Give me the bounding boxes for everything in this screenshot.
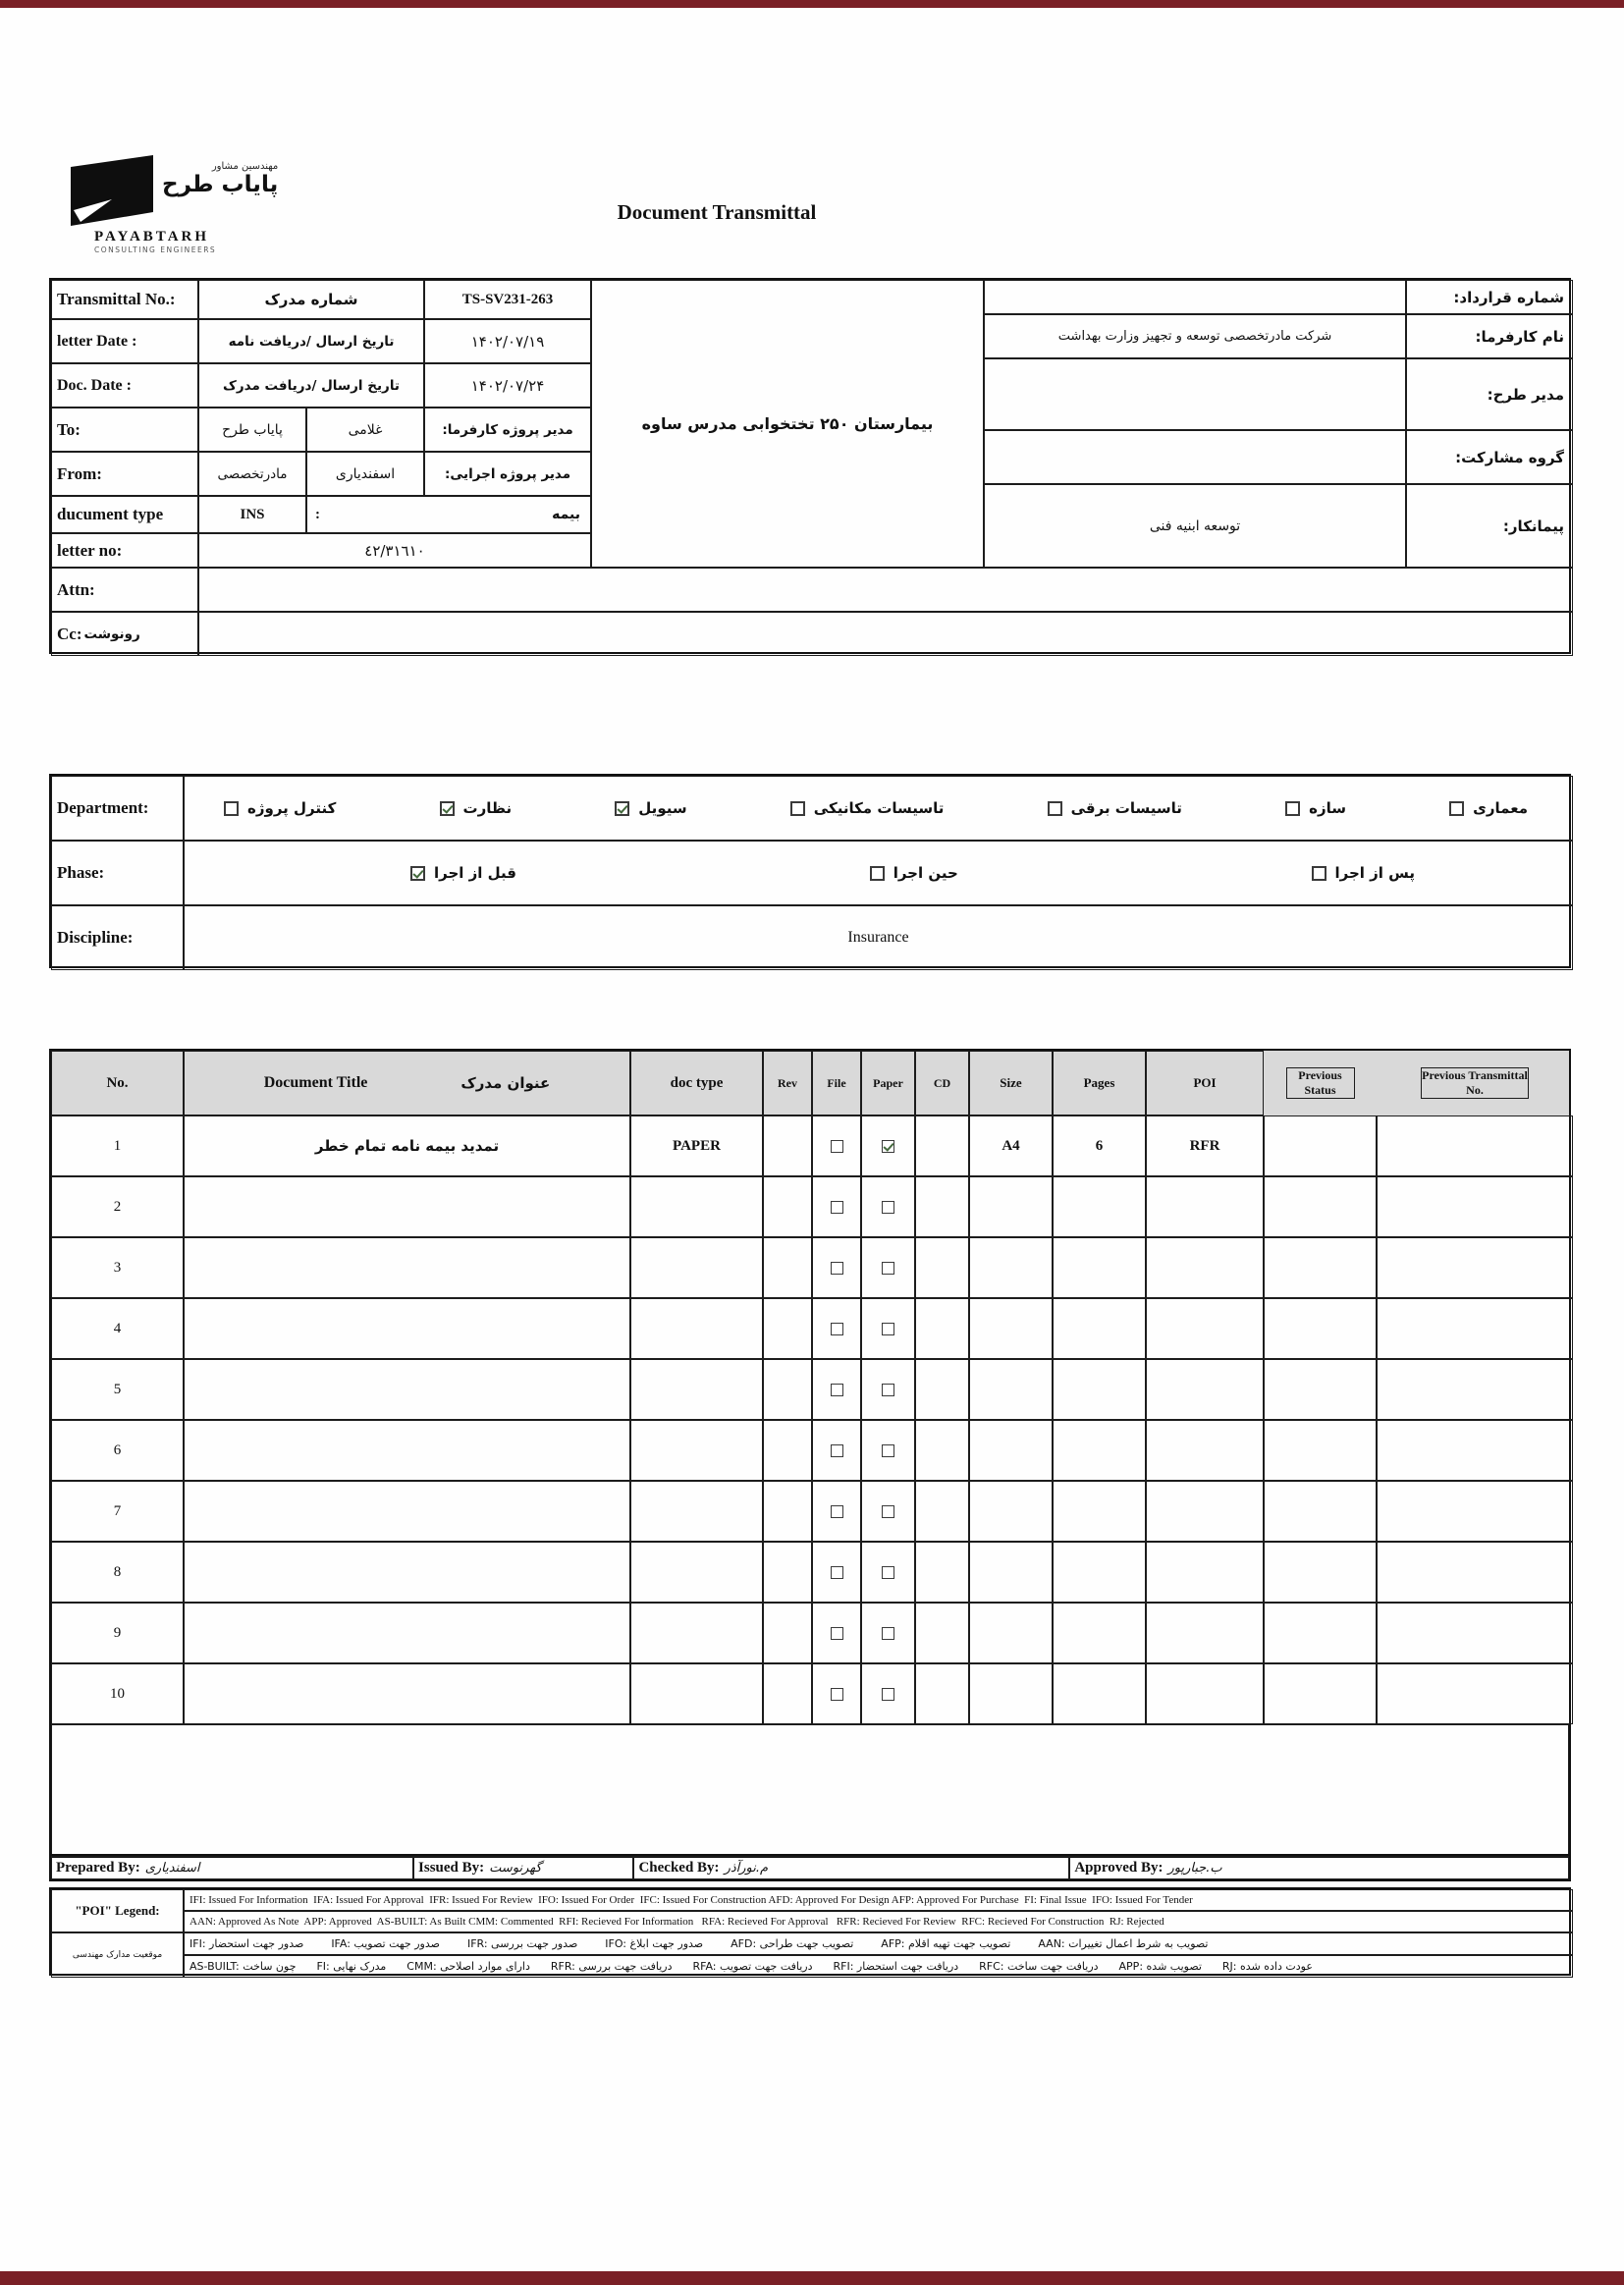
info-table <box>49 278 1571 654</box>
row-title <box>184 1663 630 1724</box>
row-size <box>969 1237 1053 1298</box>
table-row <box>51 1663 1569 1724</box>
row-prev-status <box>1264 1420 1377 1481</box>
file-checkbox[interactable] <box>831 1140 843 1153</box>
phase-options <box>184 841 1573 905</box>
department-option[interactable] <box>1285 799 1346 817</box>
department-options <box>184 776 1573 841</box>
row-poi <box>1146 1359 1264 1420</box>
top-accent-bar <box>0 0 1624 8</box>
paper-checkbox[interactable] <box>882 1140 894 1153</box>
department-option[interactable] <box>1048 799 1182 817</box>
poi-legend-en-line2: AAN: Approved As Note APP: Approved AS-BUILT: As Built CMM: Commented RFI: Recieved For Information RFA: Recieved For Approval RFR: Recieved For Review RFC: Recieved For Construction RJ: Rejected <box>184 1911 1573 1932</box>
row-title: تمدید بیمه نامه تمام خطر <box>184 1115 630 1176</box>
poi-legend <box>49 1887 1571 1976</box>
row-poi <box>1146 1481 1264 1542</box>
documents-table-body <box>51 1115 1569 1724</box>
row-prev-transmittal <box>1377 1542 1573 1603</box>
department-option-label: تاسیسات مکانیکی <box>813 799 945 817</box>
col-size-header: Size <box>969 1051 1053 1115</box>
cc-label: Cc: <box>57 624 82 643</box>
department-checkbox[interactable] <box>790 801 805 816</box>
row-cd <box>915 1237 969 1298</box>
department-checkbox[interactable] <box>224 801 239 816</box>
attn-label: Attn: <box>51 568 198 612</box>
phase-option-label: قبل از اجرا <box>434 864 516 882</box>
department-option[interactable] <box>790 799 945 817</box>
col-file-header: File <box>812 1051 861 1115</box>
row-cd <box>915 1420 969 1481</box>
row-poi <box>1146 1420 1264 1481</box>
row-paper <box>861 1420 915 1481</box>
row-cd <box>915 1298 969 1359</box>
phase-option[interactable] <box>870 864 958 882</box>
row-prev-status <box>1264 1542 1377 1603</box>
file-checkbox[interactable] <box>831 1566 843 1579</box>
row-no: 7 <box>51 1481 184 1542</box>
row-prev-status <box>1264 1115 1377 1176</box>
checked-by-cell <box>633 1856 1069 1879</box>
row-file <box>812 1237 861 1298</box>
row-size: A4 <box>969 1115 1053 1176</box>
row-poi <box>1146 1298 1264 1359</box>
row-cd <box>915 1542 969 1603</box>
phase-checkbox[interactable] <box>1312 866 1326 881</box>
row-rev <box>763 1237 812 1298</box>
file-checkbox[interactable] <box>831 1688 843 1701</box>
row-title <box>184 1237 630 1298</box>
row-prev-transmittal <box>1377 1359 1573 1420</box>
row-rev <box>763 1542 812 1603</box>
table-row <box>51 1359 1569 1420</box>
row-poi <box>1146 1663 1264 1724</box>
col-title-header <box>184 1051 630 1115</box>
poi-legend-en-line1: IFI: Issued For Information IFA: Issued For Approval IFR: Issued For Review IFO: Issued For Order IFC: Issued For Construction AFD: Approved For Design AFP: Approved For Purchase FI: Final Issue IFO: Issued For Tender <box>184 1889 1573 1911</box>
approved-by-signature: ب.جبارپور <box>1167 1860 1222 1876</box>
doc-date-value: ۱۴۰۲/۰۷/۲۴ <box>424 363 591 408</box>
row-prev-transmittal <box>1377 1420 1573 1481</box>
partnership-label: گروه مشارکت: <box>1406 430 1573 484</box>
row-paper <box>861 1603 915 1663</box>
row-file <box>812 1481 861 1542</box>
row-paper <box>861 1237 915 1298</box>
row-file <box>812 1420 861 1481</box>
department-checkbox[interactable] <box>440 801 455 816</box>
partnership-value[interactable] <box>984 430 1406 484</box>
brand-name-en: PAYABTARH <box>94 229 210 245</box>
fa-legend-label: موقعیت مدارک مهندسی <box>51 1932 184 1978</box>
contractor-label: پیمانکار: <box>1406 484 1573 568</box>
row-cd <box>915 1176 969 1237</box>
row-file <box>812 1115 861 1176</box>
row-rev <box>763 1420 812 1481</box>
poi-legend-label: "POI" Legend: <box>51 1889 184 1932</box>
row-doc-type <box>630 1663 763 1724</box>
row-size <box>969 1481 1053 1542</box>
to-value: پایاب طرح <box>198 408 306 452</box>
row-file <box>812 1298 861 1359</box>
discipline-text: Insurance <box>847 929 909 946</box>
row-no: 5 <box>51 1359 184 1420</box>
row-pages <box>1053 1359 1146 1420</box>
row-doc-type <box>630 1359 763 1420</box>
row-prev-transmittal <box>1377 1298 1573 1359</box>
to-label: To: <box>51 408 198 452</box>
row-size <box>969 1298 1053 1359</box>
row-rev <box>763 1603 812 1663</box>
poi-legend-fa-line1: IFI: صدور جهت استحضار IFA: صدور جهت تصویب IFR: صدور جهت بررسی IFO: صدور جهت ابلاغ AFD: تصویب جهت طراحی AFP: تصویب جهت تهیه اقلام AAN: تصویب به شرط اعمال تغییرات <box>184 1932 1573 1955</box>
row-no: 8 <box>51 1542 184 1603</box>
contract-no-label: شماره قرارداد: <box>1406 280 1573 314</box>
file-checkbox[interactable] <box>831 1262 843 1275</box>
approved-by-cell <box>1069 1856 1569 1879</box>
doc-type-value-fa: بیمه <box>552 507 580 522</box>
phase-option-label: حین اجرا <box>893 864 958 882</box>
row-no: 6 <box>51 1420 184 1481</box>
doc-type-code: INS <box>198 496 306 533</box>
row-cd <box>915 1663 969 1724</box>
phase-option[interactable] <box>410 864 516 882</box>
row-no: 9 <box>51 1603 184 1663</box>
col-rev-header: Rev <box>763 1051 812 1115</box>
row-rev <box>763 1298 812 1359</box>
row-paper <box>861 1481 915 1542</box>
row-pages: 6 <box>1053 1115 1146 1176</box>
department-checkbox[interactable] <box>1048 801 1062 816</box>
client-pm-label: مدیر پروژه کارفرما: <box>424 408 591 452</box>
exec-pm-label: مدیر پروژه اجرایی: <box>424 452 591 496</box>
col-title-header-fa: عنوان مدرک <box>460 1074 551 1092</box>
attn-value[interactable] <box>198 568 1573 612</box>
file-checkbox[interactable] <box>831 1444 843 1457</box>
phase-checkbox[interactable] <box>870 866 885 881</box>
col-paper-header: Paper <box>861 1051 915 1115</box>
doc-type-label: ducument type <box>51 496 198 533</box>
department-option[interactable] <box>440 799 513 817</box>
row-no: 10 <box>51 1663 184 1724</box>
col-cd-header: CD <box>915 1051 969 1115</box>
row-prev-status <box>1264 1359 1377 1420</box>
table-row <box>51 1420 1569 1481</box>
paper-checkbox[interactable] <box>882 1384 894 1396</box>
row-paper <box>861 1542 915 1603</box>
row-poi <box>1146 1542 1264 1603</box>
row-pages <box>1053 1542 1146 1603</box>
table-row <box>51 1176 1569 1237</box>
row-doc-type <box>630 1481 763 1542</box>
row-paper <box>861 1298 915 1359</box>
row-rev <box>763 1115 812 1176</box>
col-title-header-en: Document Title <box>263 1074 368 1091</box>
table-notes-area <box>51 1724 1569 1856</box>
row-file <box>812 1603 861 1663</box>
row-prev-status <box>1264 1237 1377 1298</box>
row-rev <box>763 1663 812 1724</box>
table-row <box>51 1542 1569 1603</box>
department-option-label: معماری <box>1473 799 1528 817</box>
row-paper <box>861 1176 915 1237</box>
paper-checkbox[interactable] <box>882 1323 894 1335</box>
plan-manager-label: مدیر طرح: <box>1406 358 1573 430</box>
department-option-label: تاسیسات برقی <box>1070 799 1182 817</box>
page-title: Document Transmittal <box>617 200 817 224</box>
row-cd <box>915 1359 969 1420</box>
row-doc-type <box>630 1542 763 1603</box>
doc-date-label-fa: تاریخ ارسال /دریافت مدرک <box>198 363 424 408</box>
paper-checkbox[interactable] <box>882 1688 894 1701</box>
signature-row <box>49 1854 1571 1881</box>
row-title <box>184 1176 630 1237</box>
paper-checkbox[interactable] <box>882 1262 894 1275</box>
cc-label-cell <box>51 612 198 656</box>
contract-no-value[interactable] <box>984 280 1406 314</box>
transmittal-no-value: TS-SV231-263 <box>424 280 591 319</box>
employer-value: شرکت مادرتخصصی توسعه و تجهیز وزارت بهداشت <box>984 314 1406 358</box>
doc-date-label: Doc. Date : <box>51 363 198 408</box>
row-title <box>184 1542 630 1603</box>
phase-checkbox[interactable] <box>410 866 425 881</box>
table-row <box>51 1298 1569 1359</box>
row-no: 1 <box>51 1115 184 1176</box>
department-option-label: کنترل پروژه <box>247 799 337 817</box>
row-no: 4 <box>51 1298 184 1359</box>
issued-by-cell <box>413 1856 633 1879</box>
plan-manager-value[interactable] <box>984 358 1406 430</box>
file-checkbox[interactable] <box>831 1505 843 1518</box>
cc-value[interactable] <box>198 612 1573 656</box>
doc-type-colon: : <box>315 506 320 522</box>
department-option[interactable] <box>1449 799 1528 817</box>
row-poi <box>1146 1237 1264 1298</box>
classification-table <box>49 774 1571 968</box>
row-prev-status <box>1264 1298 1377 1359</box>
row-pages <box>1053 1481 1146 1542</box>
employer-label: نام کارفرما: <box>1406 314 1573 358</box>
prepared-by-label: Prepared By: <box>56 1859 140 1876</box>
phase-label: Phase: <box>51 841 184 905</box>
department-option[interactable] <box>224 799 336 817</box>
row-file <box>812 1542 861 1603</box>
table-row <box>51 1115 1569 1176</box>
row-no: 3 <box>51 1237 184 1298</box>
row-cd <box>915 1481 969 1542</box>
department-checkbox[interactable] <box>1449 801 1464 816</box>
transmittal-no-label: Transmittal No.: <box>51 280 198 319</box>
row-size <box>969 1542 1053 1603</box>
brand-name-fa: پایاب طرح <box>162 172 279 197</box>
row-prev-transmittal <box>1377 1481 1573 1542</box>
row-poi: RFR <box>1146 1115 1264 1176</box>
row-no: 2 <box>51 1176 184 1237</box>
row-file <box>812 1359 861 1420</box>
brand-tagline: CONSULTING ENGINEERS <box>94 245 217 254</box>
table-row <box>51 1237 1569 1298</box>
row-pages <box>1053 1420 1146 1481</box>
row-title <box>184 1603 630 1663</box>
file-checkbox[interactable] <box>831 1323 843 1335</box>
doc-type-cell <box>306 496 591 533</box>
row-prev-transmittal <box>1377 1603 1573 1663</box>
row-doc-type <box>630 1237 763 1298</box>
row-rev <box>763 1481 812 1542</box>
row-rev <box>763 1176 812 1237</box>
phase-option-label: پس از اجرا <box>1334 864 1415 882</box>
issued-by-signature: گهرنوست <box>489 1860 542 1876</box>
prepared-by-signature: اسفندیاری <box>144 1860 200 1876</box>
row-prev-transmittal <box>1377 1237 1573 1298</box>
row-cd <box>915 1603 969 1663</box>
discipline-value <box>184 905 1573 970</box>
file-checkbox[interactable] <box>831 1201 843 1214</box>
approved-by-label: Approved By: <box>1074 1859 1164 1876</box>
contractor-value: توسعه ابنیه فنی <box>984 484 1406 568</box>
row-prev-status <box>1264 1481 1377 1542</box>
exec-pm-name: اسفندیاری <box>306 452 424 496</box>
documents-table <box>49 1049 1571 1858</box>
row-prev-transmittal <box>1377 1663 1573 1724</box>
row-size <box>969 1176 1053 1237</box>
department-checkbox[interactable] <box>1285 801 1300 816</box>
row-title <box>184 1298 630 1359</box>
checked-by-signature: م.نورآذر <box>724 1860 769 1876</box>
row-size <box>969 1359 1053 1420</box>
table-row <box>51 1481 1569 1542</box>
department-option-label: نظارت <box>462 799 513 817</box>
row-title <box>184 1481 630 1542</box>
row-prev-status <box>1264 1603 1377 1663</box>
table-row <box>51 1603 1569 1663</box>
from-label: From: <box>51 452 198 496</box>
row-prev-status <box>1264 1663 1377 1724</box>
paper-checkbox[interactable] <box>882 1566 894 1579</box>
brand-subtitle-fa: مهندسین مشاور <box>211 161 279 172</box>
row-prev-transmittal <box>1377 1115 1573 1176</box>
phase-option[interactable] <box>1312 864 1415 882</box>
row-doc-type <box>630 1420 763 1481</box>
row-pages <box>1053 1603 1146 1663</box>
row-pages <box>1053 1237 1146 1298</box>
col-doctype-header: doc type <box>630 1051 763 1115</box>
letter-date-label-fa: تاریخ ارسال /دریافت نامه <box>198 319 424 363</box>
issued-by-label: Issued By: <box>418 1859 485 1876</box>
row-prev-status <box>1264 1176 1377 1237</box>
row-poi <box>1146 1603 1264 1663</box>
paper-checkbox[interactable] <box>882 1444 894 1457</box>
col-prev-status-header: Previous Status <box>1286 1067 1355 1099</box>
poi-legend-fa-line2: AS-BUILT: چون ساخت FI: مدرک نهایی CMM: دارای موارد اصلاحی RFR: دریافت جهت بررسی RFA: دریافت جهت تصویب RFI: دریافت جهت استحضار RFC: دریافت جهت ساخت APP: تصویب شده RJ: عودت داده شده <box>184 1955 1573 1978</box>
col-poi-header: POI <box>1146 1051 1264 1115</box>
row-title <box>184 1420 630 1481</box>
letter-date-label: letter Date : <box>51 319 198 363</box>
file-checkbox[interactable] <box>831 1384 843 1396</box>
row-doc-type <box>630 1176 763 1237</box>
row-doc-type <box>630 1603 763 1663</box>
col-no-header: No. <box>51 1051 184 1115</box>
cc-label-fa: رونوشت <box>83 626 140 642</box>
row-prev-transmittal <box>1377 1176 1573 1237</box>
row-doc-type <box>630 1298 763 1359</box>
row-cd <box>915 1115 969 1176</box>
prepared-by-cell <box>51 1856 413 1879</box>
row-paper <box>861 1359 915 1420</box>
department-option-label: سازه <box>1309 799 1346 817</box>
row-rev <box>763 1359 812 1420</box>
row-paper <box>861 1115 915 1176</box>
from-value: مادرتخصصی <box>198 452 306 496</box>
paper-checkbox[interactable] <box>882 1505 894 1518</box>
bottom-accent-bar <box>0 2271 1624 2285</box>
department-option[interactable] <box>615 799 686 817</box>
checked-by-label: Checked By: <box>638 1859 720 1876</box>
row-pages <box>1053 1663 1146 1724</box>
row-size <box>969 1420 1053 1481</box>
row-file <box>812 1663 861 1724</box>
row-size <box>969 1603 1053 1663</box>
paper-checkbox[interactable] <box>882 1201 894 1214</box>
department-option-label: سیویل <box>638 799 687 817</box>
row-paper <box>861 1663 915 1724</box>
transmittal-no-label-fa: شماره مدرک <box>198 280 424 319</box>
col-prev-transmittal-header: Previous Transmittal No. <box>1422 1068 1528 1097</box>
row-poi <box>1146 1176 1264 1237</box>
letter-no-label: letter no: <box>51 533 198 568</box>
client-pm-name: غلامی <box>306 408 424 452</box>
row-file <box>812 1176 861 1237</box>
letter-date-value: ۱۴۰۲/۰۷/۱۹ <box>424 319 591 363</box>
col-pages-header: Pages <box>1053 1051 1146 1115</box>
department-label: Department: <box>51 776 184 841</box>
department-checkbox[interactable] <box>615 801 629 816</box>
paper-checkbox[interactable] <box>882 1627 894 1640</box>
letter-no-value: ٤٢/٣١٦١٠ <box>198 533 591 568</box>
row-title <box>184 1359 630 1420</box>
documents-table-header <box>51 1051 1569 1115</box>
row-pages <box>1053 1298 1146 1359</box>
file-checkbox[interactable] <box>831 1627 843 1640</box>
row-size <box>969 1663 1053 1724</box>
discipline-label: Discipline: <box>51 905 184 970</box>
project-name: بیمارستان ۲۵۰ تختخوابی مدرس ساوه <box>591 280 984 568</box>
row-pages <box>1053 1176 1146 1237</box>
row-doc-type: PAPER <box>630 1115 763 1176</box>
